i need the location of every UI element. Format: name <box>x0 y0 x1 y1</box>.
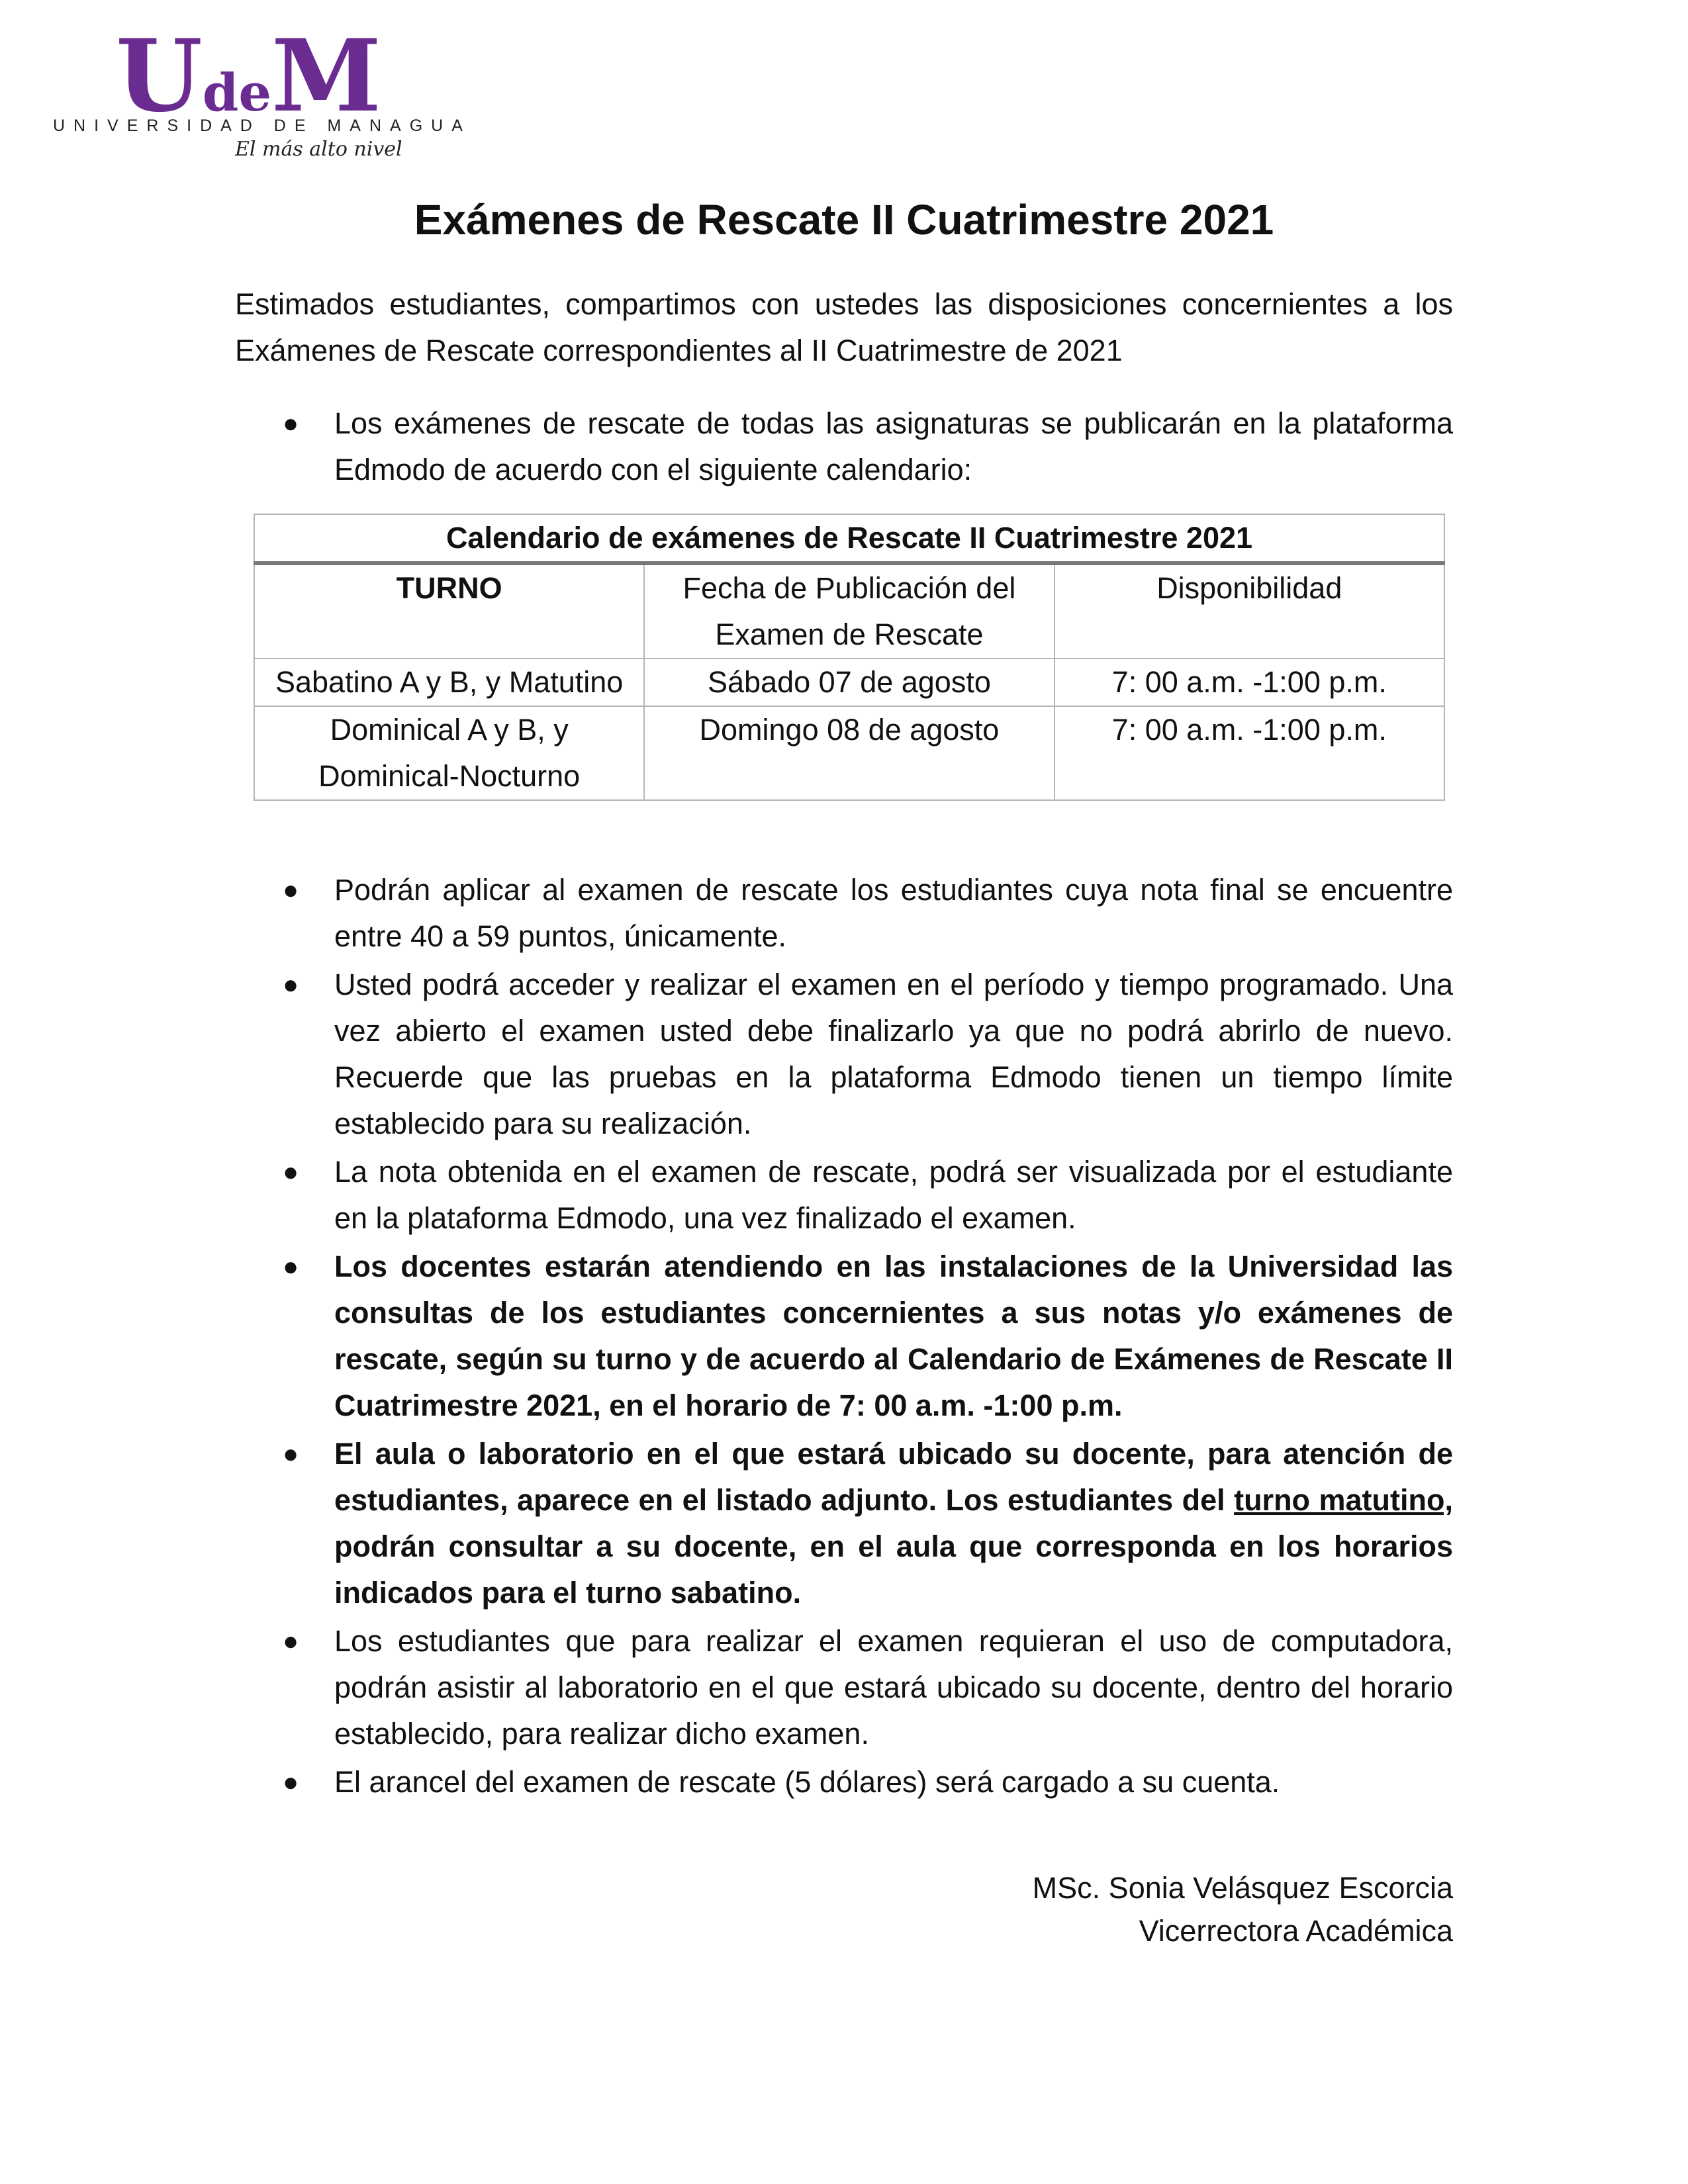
bullet-icon: ● <box>283 1439 299 1469</box>
list-item <box>235 1149 1453 1242</box>
column-header-fecha: Fecha de Publicación del Examen de Rescate <box>644 563 1054 659</box>
table-cell: Sábado 07 de agosto <box>644 659 1054 706</box>
list-item <box>235 1244 1453 1429</box>
list-item <box>235 1759 1453 1805</box>
signature-block <box>794 1866 1453 1952</box>
document-title: Exámenes de Rescate II Cuatrimestre 2021 <box>414 196 1274 244</box>
list-item-text: Podrán aplicar al examen de rescate los estudiantes cuya nota final se encuentre entre 40 a 59 puntos, únicamente. <box>334 873 1453 953</box>
bullet-list-main <box>235 867 1453 1807</box>
bullet-icon: ● <box>283 409 299 438</box>
table-caption-row <box>254 514 1444 563</box>
signer-role: Vicerrectora Académica <box>1139 1914 1453 1948</box>
table-cell: Domingo 08 de agosto <box>644 706 1054 800</box>
bullet-icon: ● <box>283 876 299 905</box>
table-header-row <box>254 563 1444 659</box>
table-cell: 7: 00 a.m. -1:00 p.m. <box>1055 659 1444 706</box>
signer-name: MSc. Sonia Velásquez Escorcia <box>1032 1871 1453 1905</box>
list-item <box>235 400 1453 493</box>
bullet-icon: ● <box>283 1768 299 1797</box>
list-item-text: Los exámenes de rescate de todas las asignaturas se publicarán en la plataforma Edmodo de acuerdo con el siguiente calendario: <box>334 406 1453 486</box>
list-item-text: La nota obtenida en el examen de rescate, podrá ser visualizada por el estudiante en la plataforma Edmodo, una vez finalizado el examen. <box>334 1155 1453 1235</box>
table-cell: Sabatino A y B, y Matutino <box>254 659 644 706</box>
column-header-turno: TURNO <box>254 563 644 659</box>
bullet-icon: ● <box>283 1252 299 1281</box>
list-item-text: El arancel del examen de rescate (5 dólares) será cargado a su cuenta. <box>334 1765 1280 1799</box>
list-item-text: El aula o laboratorio en el que estará ubicado su docente, para atención de estudiantes, aparece en el listado adjunto. Los estudiantes del turno matutino, podrán consultar a su docente, en el aula que corresponda en los horarios indicados para el turno sabatino. <box>334 1437 1453 1610</box>
logo-tagline: El más alto nivel <box>235 138 402 161</box>
list-item <box>235 867 1453 960</box>
bullet-icon: ● <box>283 970 299 999</box>
bullet-icon: ● <box>283 1158 299 1187</box>
bullet-icon: ● <box>283 1627 299 1656</box>
table-caption: Calendario de exámenes de Rescate II Cuatrimestre 2021 <box>254 514 1444 563</box>
exam-calendar-table <box>254 514 1445 801</box>
list-item <box>235 962 1453 1147</box>
logo-mark: UdeM <box>116 18 382 134</box>
list-item-text: Usted podrá acceder y realizar el examen en el período y tiempo programado. Una vez abierto el examen usted debe finalizarlo ya que no podrá abrirlo de nuevo. Recuerde que las pruebas en la plataforma Edmodo tienen un tiempo límite establecido para su realización. <box>334 968 1453 1140</box>
table-cell: 7: 00 a.m. -1:00 p.m. <box>1055 706 1444 800</box>
list-item-text: Los docentes estarán atendiendo en las instalaciones de la Universidad las consultas de los estudiantes concernientes a sus notas y/o exámenes de rescate, según su turno y de acuerdo al Calendario de Exámenes de Rescate II Cuatrimestre 2021, en el horario de 7: 00 a.m. -1:00 p.m. <box>334 1250 1453 1422</box>
table-row <box>254 659 1444 706</box>
intro-paragraph: Estimados estudiantes, compartimos con ustedes las disposiciones concernientes a los Exámenes de Rescate correspondientes al II Cuatrimestre de 2021 <box>235 287 1453 367</box>
list-item <box>235 1618 1453 1757</box>
bullet-list-top <box>235 400 1453 495</box>
underlined-turno-matutino: turno matutino, <box>1234 1483 1453 1517</box>
table-row <box>254 706 1444 800</box>
university-logo <box>53 18 471 165</box>
column-header-disponibilidad: Disponibilidad <box>1055 563 1444 659</box>
table-cell: Dominical A y B, y Dominical-Nocturno <box>254 706 644 800</box>
list-item-text: Los estudiantes que para realizar el examen requieran el uso de computadora, podrán asistir al laboratorio en el que estará ubicado su docente, dentro del horario establecido, para realizar dicho examen. <box>334 1624 1453 1751</box>
logo-university-name: UNIVERSIDAD DE MANAGUA <box>53 116 471 135</box>
list-item <box>235 1431 1453 1616</box>
